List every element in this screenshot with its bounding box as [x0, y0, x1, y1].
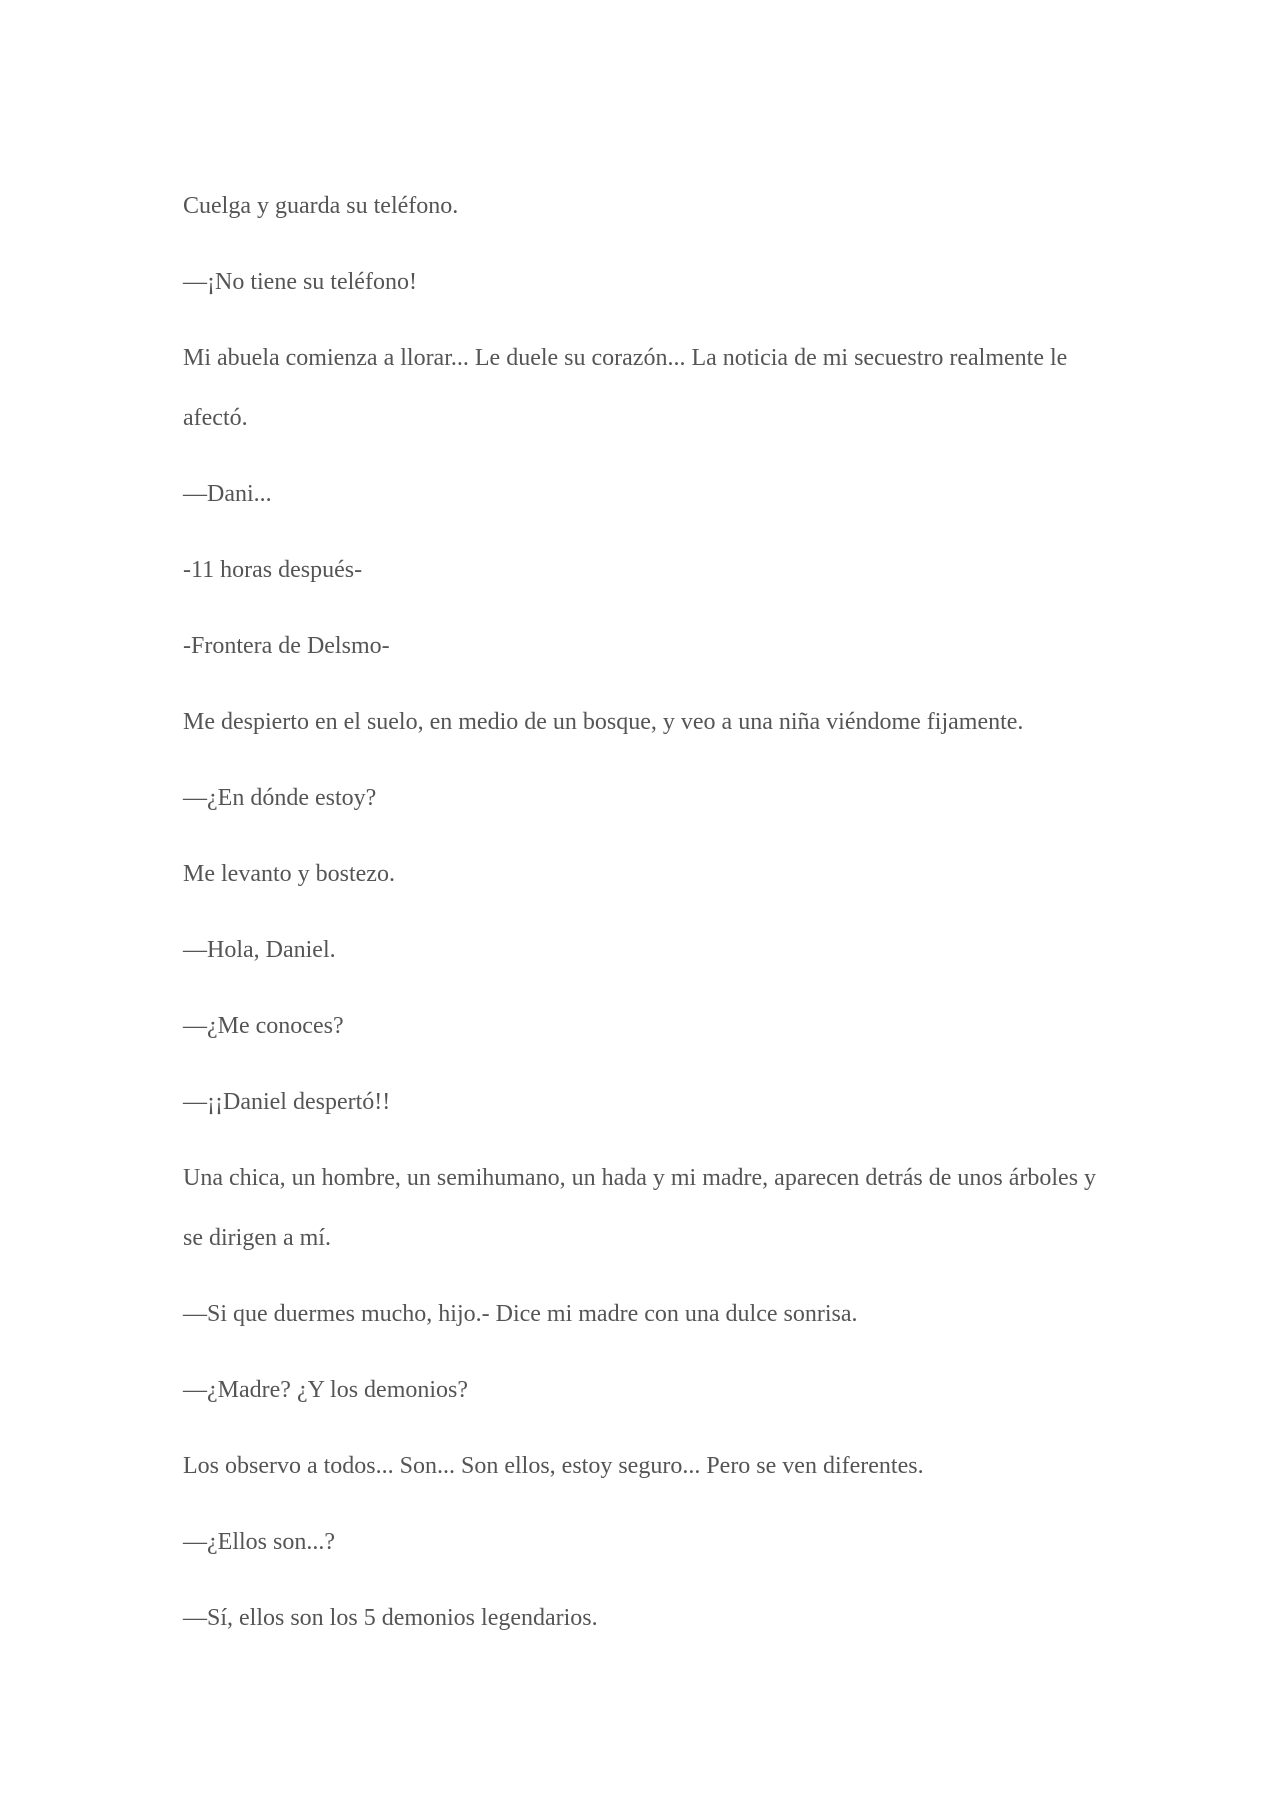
paragraph: Cuelga y guarda su teléfono.: [183, 193, 459, 219]
paragraph: —Hola, Daniel.: [183, 937, 336, 963]
paragraph: Me levanto y bostezo.: [183, 861, 395, 887]
paragraph: Una chica, un hombre, un semihumano, un hada y mi madre, aparecen detrás de unos árboles y se dirigen a mí.: [183, 1165, 1097, 1251]
paragraph: —¿Ellos son...?: [183, 1529, 335, 1555]
paragraph: Mi abuela comienza a llorar... Le duele su corazón... La noticia de mi secuestro realmente le afectó.: [183, 345, 1068, 431]
paragraph: -Frontera de Delsmo-: [183, 633, 390, 659]
paragraph: -11 horas después-: [183, 557, 363, 583]
text-column: [183, 176, 1103, 1664]
paragraph: —¿En dónde estoy?: [183, 785, 377, 811]
paragraph: —Si que duermes mucho, hijo.- Dice mi madre con una dulce sonrisa.: [183, 1301, 858, 1327]
paragraph: —¿Me conoces?: [183, 1013, 344, 1039]
paragraph: —Dani...: [183, 481, 272, 507]
paragraph: —¿Madre? ¿Y los demonios?: [183, 1377, 469, 1403]
paragraph: —¡No tiene su teléfono!: [183, 269, 417, 295]
paragraph: Me despierto en el suelo, en medio de un bosque, y veo a una niña viéndome fijamente.: [183, 709, 1024, 735]
paragraph: Los observo a todos... Son... Son ellos, estoy seguro... Pero se ven diferentes.: [183, 1453, 924, 1479]
paragraph: —¡¡Daniel despertó!!: [183, 1089, 391, 1115]
paragraph: —Sí, ellos son los 5 demonios legendarios.: [183, 1605, 598, 1631]
